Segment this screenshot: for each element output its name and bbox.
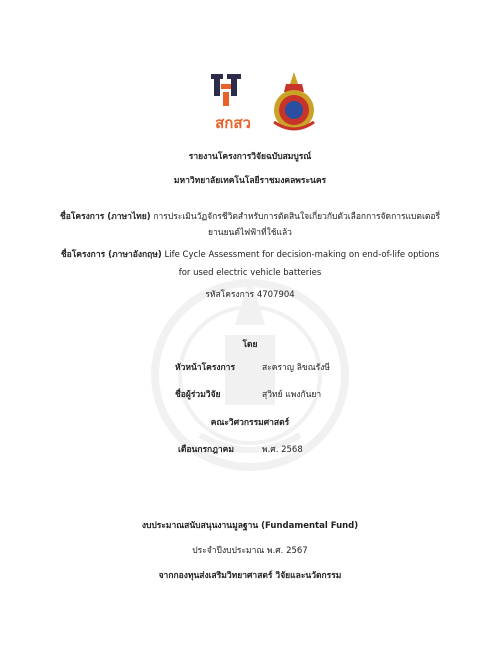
english-title-line-1 [0,250,500,261]
report-type: รายงานโครงการวิจัยฉบับสมบูรณ์ [188,152,312,162]
thai-title-text-1: การประเมินวัฏจักรชีวิตสำหรับการตัดสินใจเกี่ยวกับตัวเลือกการจัดการแบตเตอรี่ [153,212,441,222]
english-title-label: ชื่อโครงการ (ภาษาอังกฤษ) [60,250,162,260]
thai-title-label: ชื่อโครงการ (ภาษาไทย) [59,212,151,222]
date-year: พ.ศ. 2568 [262,445,303,455]
university-name: มหาวิทยาลัยเทคโนโลยีราชมงคลพระนคร [173,176,327,186]
by-label: โดย [242,340,258,350]
funding-line-2: ประจำปีงบประมาณ พ.ศ. 2567 [192,546,308,556]
project-head-name: สะคราญ ลิขณรังษี [262,363,330,373]
co-researcher-label: ชื่อผู้ร่วมวิจัย [175,390,221,400]
date-month: เดือนกรกฎาคม [178,445,234,455]
thai-title-line-2: ยานยนต์ไฟฟ้าที่ใช้แล้ว [208,228,292,238]
tsri-logo-text: สกสว [215,114,251,132]
tsri-logo-icon [205,72,261,134]
funding-line-3: จากกองทุนส่งเสริมวิทยาศาสตร์ วิจัยและนวัตกรรม [158,571,342,581]
faculty-name: คณะวิศวกรรมศาสตร์ [210,418,290,428]
english-title-text-1: Life Cycle Assessment for decision-making on end-of-life options [164,250,440,260]
funding-line-1: งบประมาณสนับสนุนงานมูลฐาน (Fundamental Fund) [141,521,359,531]
english-title-line-2: for used electric vehicle batteries [178,268,322,278]
project-code: รหัสโครงการ 4707904 [205,290,295,300]
thai-title-line-1 [0,212,500,223]
university-crest-icon [268,70,320,134]
co-researcher-name: สุวิทย์ แพงกันยา [262,390,322,400]
project-head-label: หัวหน้าโครงการ [175,363,236,373]
